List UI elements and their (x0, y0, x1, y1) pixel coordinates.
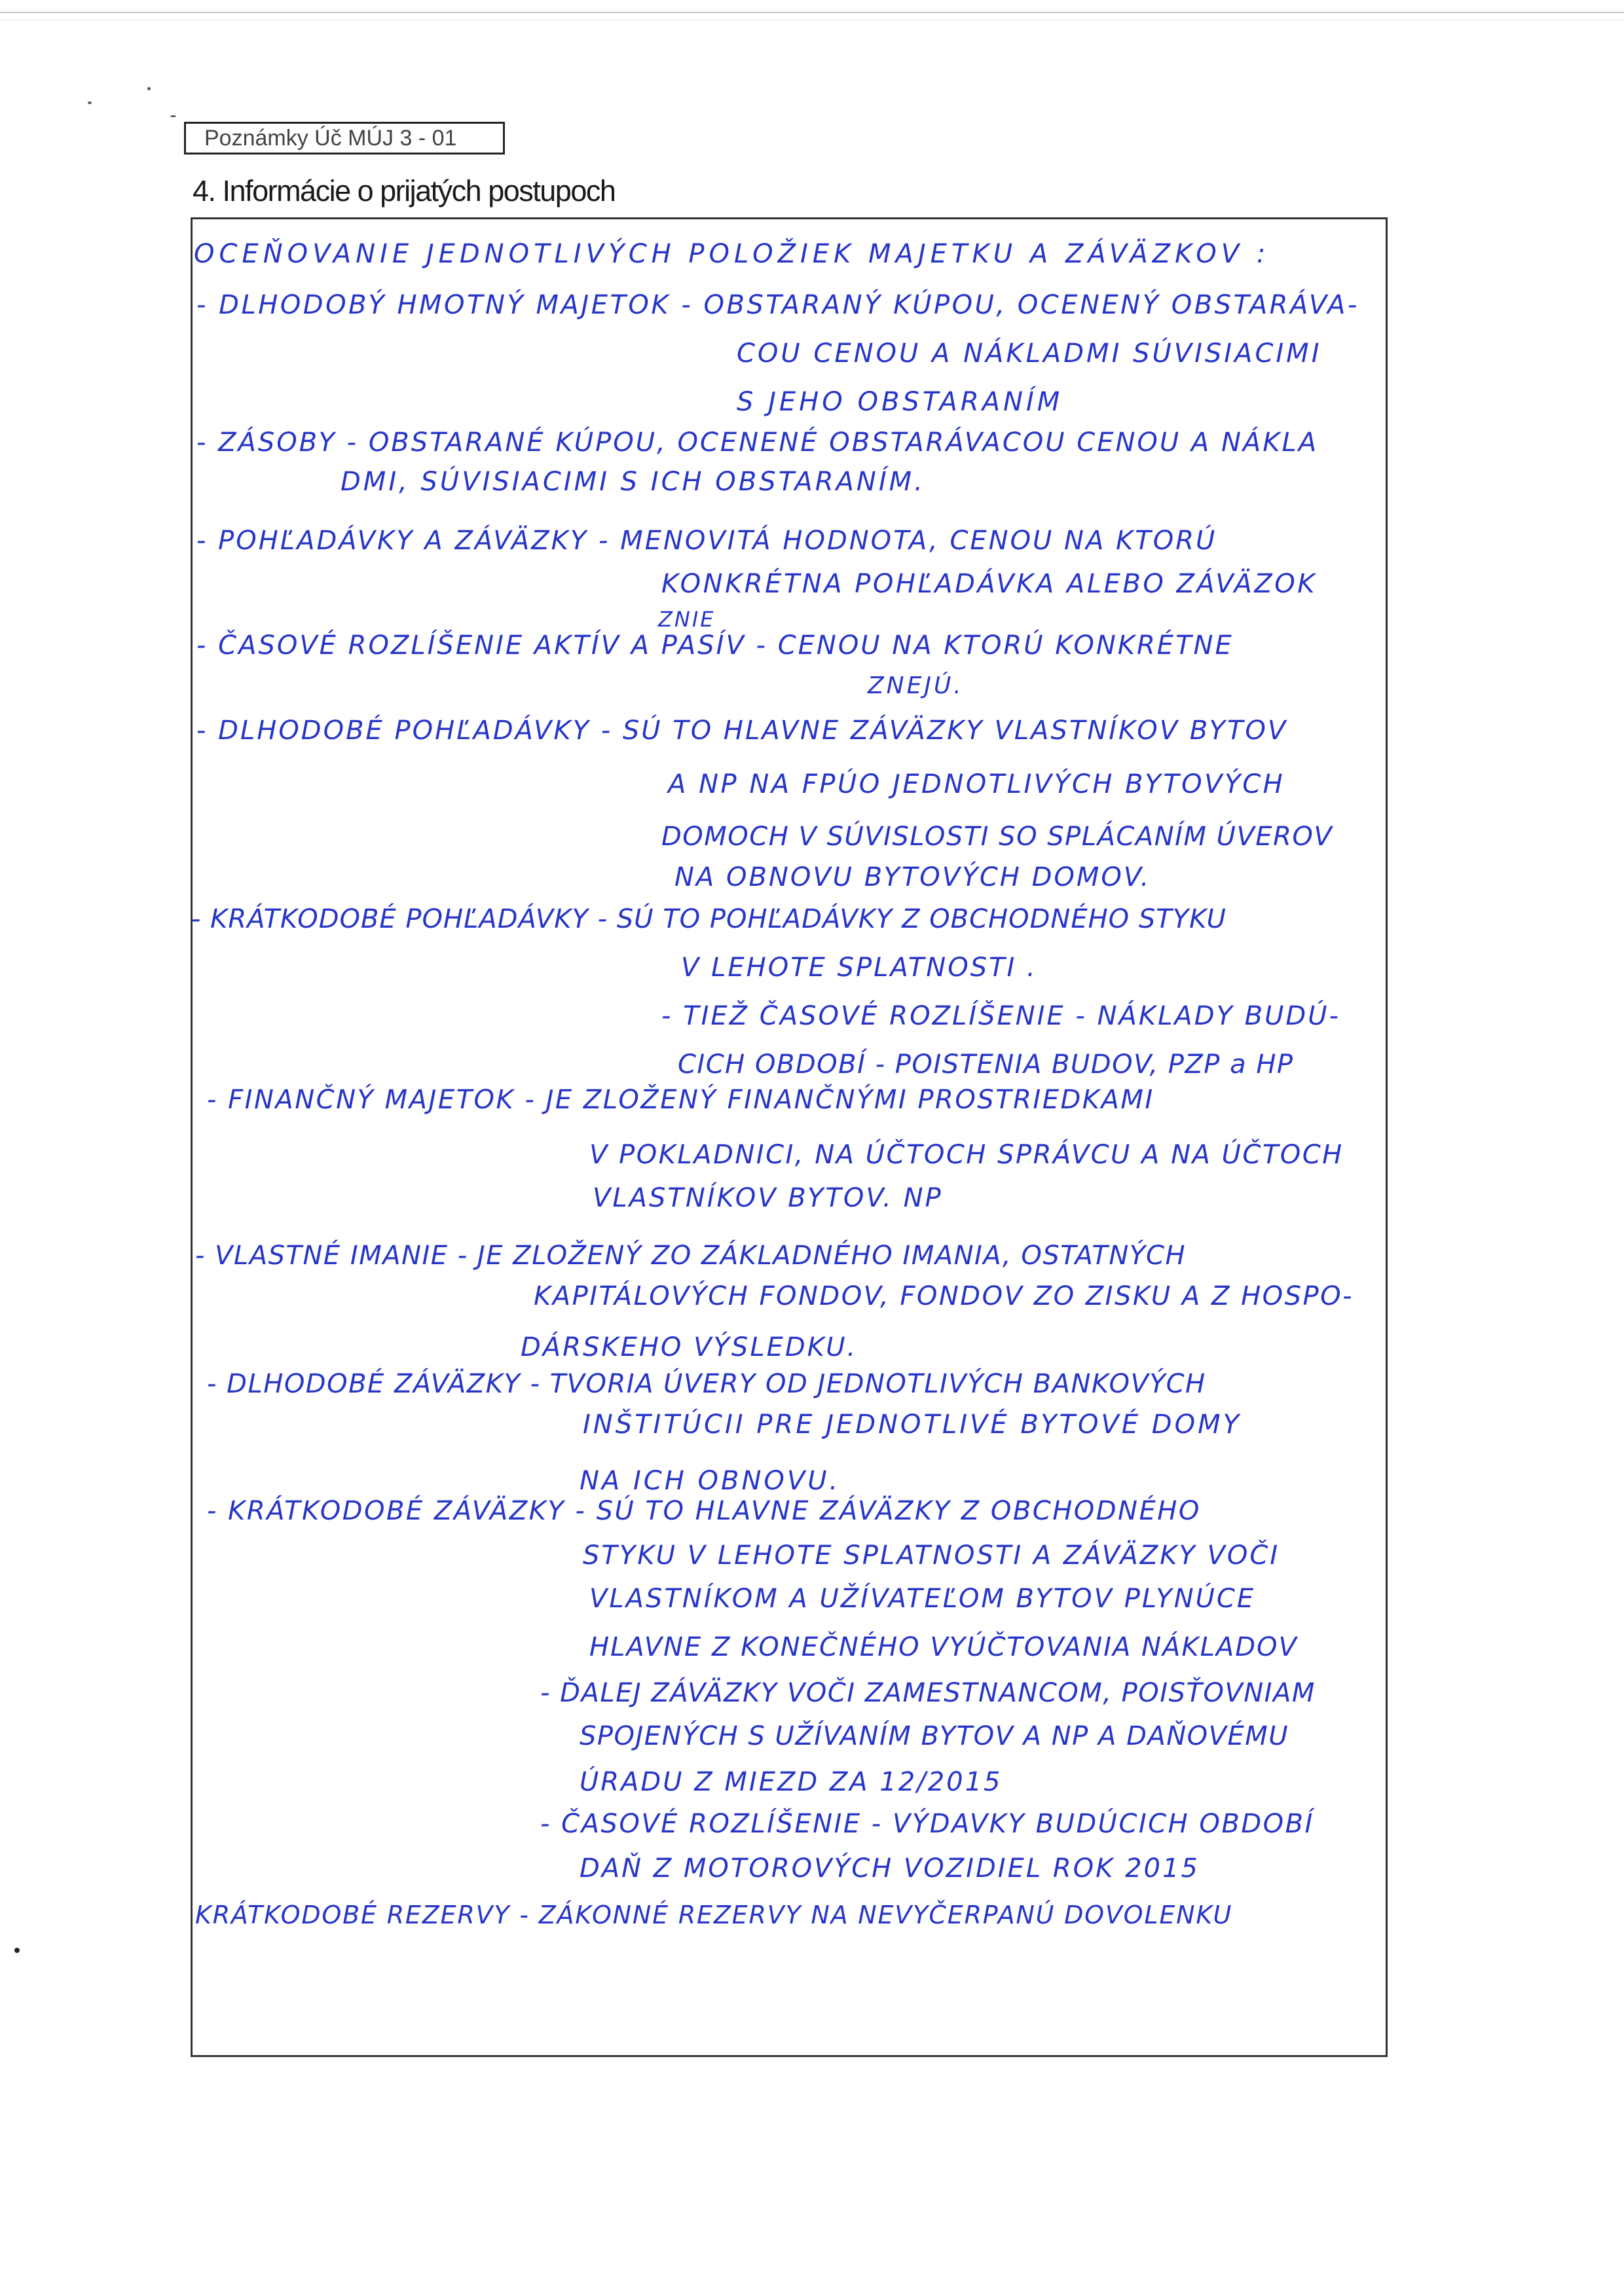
note-line: CICH OBDOBÍ - POISTENIA BUDOV, PZP a HP (678, 1049, 1294, 1080)
note-line: NA ICH OBNOVU. (580, 1466, 841, 1496)
note-line: COU CENOU A NÁKLADMI SÚVISIACIMI (737, 338, 1322, 369)
note-line: DAŇ Z MOTOROVÝCH VOZIDIEL ROK 2015 (580, 1853, 1200, 1884)
scan-speck (147, 87, 151, 90)
scan-edge-line (0, 12, 1624, 13)
note-line: - ČASOVÉ ROZLÍŠENIE AKTÍV A PASÍV - CENOU NA KTORÚ KONKRÉTNE (196, 630, 1234, 661)
note-line: - DLHODOBÉ ZÁVÄZKY - TVORIA ÚVERY OD JEDNOTLIVÝCH BANKOVÝCH (207, 1369, 1206, 1399)
note-line: KRÁTKODOBÉ REZERVY - ZÁKONNÉ REZERVY NA NEVYČERPANÚ DOVOLENKU (195, 1901, 1233, 1929)
note-line: - KRÁTKODOBÉ POHĽADÁVKY - SÚ TO POHĽADÁVKY Z OBCHODNÉHO STYKU (191, 904, 1227, 934)
note-line: - KRÁTKODOBÉ ZÁVÄZKY - SÚ TO HLAVNE ZÁVÄZKY Z OBCHODNÉHO (207, 1496, 1201, 1526)
scan-speck (14, 1948, 20, 1953)
note-line: - ZÁSOBY - OBSTARANÉ KÚPOU, OCENENÉ OBSTARÁVACOU CENOU A NÁKLA (196, 428, 1319, 458)
note-line: OCEŇOVANIE JEDNOTLIVÝCH POLOŽIEK MAJETKU A ZÁVÄZKOV : (194, 239, 1270, 269)
note-line: - FINANČNÝ MAJETOK - JE ZLOŽENÝ FINANČNÝMI PROSTRIEDKAMI (207, 1085, 1154, 1115)
note-line: - POHĽADÁVKY A ZÁVÄZKY - MENOVITÁ HODNOTA, CENOU NA KTORÚ (196, 526, 1217, 556)
note-line: ÚRADU Z MIEZD ZA 12/2015 (580, 1767, 1003, 1797)
note-line: V LEHOTE SPLATNOSTI . (681, 953, 1037, 983)
note-line: - VLASTNÉ IMANIE - JE ZLOŽENÝ ZO ZÁKLADNÉHO IMANIA, OSTATNÝCH (195, 1241, 1187, 1271)
note-line: VLASTNÍKOM A UŽÍVATEĽOM BYTOV PLYNÚCE (589, 1584, 1256, 1614)
note-line: - DLHODOBÝ HMOTNÝ MAJETOK - OBSTARANÝ KÚPOU, OCENENÝ OBSTARÁVA- (196, 290, 1359, 320)
note-line: S JEHO OBSTARANÍM (737, 387, 1063, 417)
note-line: DÁRSKEHO VÝSLEDKU. (521, 1332, 858, 1362)
note-line: KONKRÉTNA POHĽADÁVKA ALEBO ZÁVÄZOK (661, 569, 1317, 599)
note-line: ZNEJÚ. (868, 672, 964, 699)
note-line: STYKU V LEHOTE SPLATNOSTI A ZÁVÄZKY VOČI (583, 1540, 1280, 1571)
note-line: - ČASOVÉ ROZLÍŠENIE - VÝDAVKY BUDÚCICH OBDOBÍ (540, 1809, 1314, 1839)
note-line: - ĎALEJ ZÁVÄZKY VOČI ZAMESTNANCOM, POISŤOVNIAM (540, 1678, 1316, 1708)
note-line: ZNIE (658, 607, 716, 632)
scan-speck (88, 101, 92, 104)
scan-speck (170, 115, 176, 117)
form-tag: Poznámky Úč MÚJ 3 - 01 (184, 122, 505, 155)
note-line: HLAVNE Z KONEČNÉHO VYÚČTOVANIA NÁKLADOV (589, 1632, 1298, 1662)
note-line: - TIEŽ ČASOVÉ ROZLÍŠENIE - NÁKLADY BUDÚ- (661, 1001, 1340, 1031)
note-line: V POKLADNICI, NA ÚČTOCH SPRÁVCU A NA ÚČTOCH (589, 1140, 1344, 1170)
note-line: KAPITÁLOVÝCH FONDOV, FONDOV ZO ZISKU A Z HOSPO- (534, 1281, 1354, 1311)
note-line: DOMOCH V SÚVISLOSTI SO SPLÁCANÍM ÚVEROV (661, 822, 1333, 852)
note-line: - DLHODOBÉ POHĽADÁVKY - SÚ TO HLAVNE ZÁVÄZKY VLASTNÍKOV BYTOV (196, 716, 1288, 746)
note-line: A NP NA FPÚO JEDNOTLIVÝCH BYTOVÝCH (668, 769, 1285, 799)
note-line: VLASTNÍKOV BYTOV. NP (593, 1183, 943, 1213)
note-line: INŠTITÚCII PRE JEDNOTLIVÉ BYTOVÉ DOMY (583, 1410, 1242, 1440)
note-line: SPOJENÝCH S UŽÍVANÍM BYTOV A NP A DAŇOVÉMU (580, 1721, 1289, 1751)
section-title: 4. Informácie o prijatých postupoch (193, 174, 616, 208)
note-line: DMI, SÚVISIACIMI S ICH OBSTARANÍM. (341, 467, 925, 497)
note-line: NA OBNOVU BYTOVÝCH DOMOV. (674, 862, 1151, 892)
